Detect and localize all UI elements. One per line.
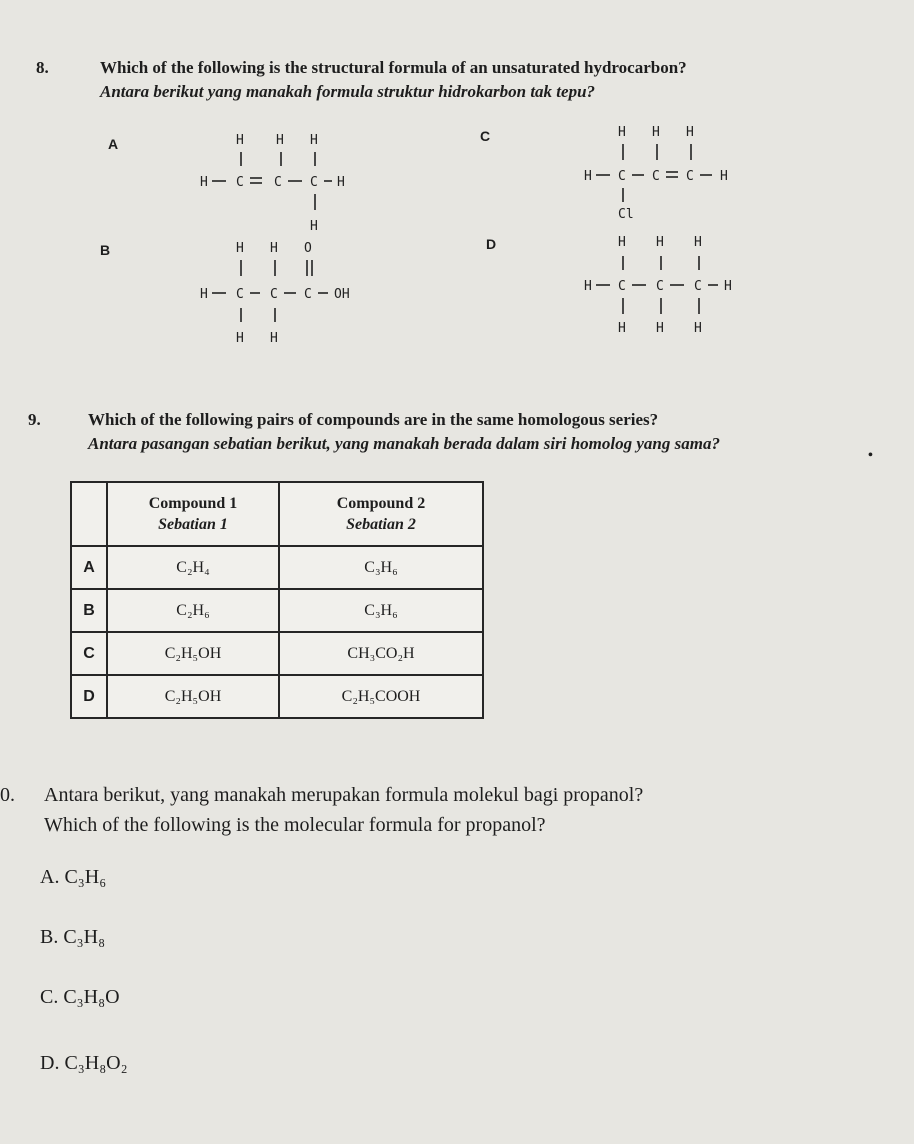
q8-option-d-label: D [486, 236, 497, 252]
header-2-en: Compound 2 [336, 495, 426, 512]
q9-compounds-table [70, 481, 484, 719]
svg-text:C: C [694, 279, 702, 294]
svg-text:H: H [724, 279, 732, 294]
q8-option-a-label: A [108, 136, 119, 152]
svg-text:H: H [618, 321, 626, 336]
answer-label: B. [40, 926, 59, 948]
table-header-blank [71, 482, 107, 546]
table-header-row [71, 482, 483, 546]
table-row [71, 589, 483, 632]
q10-answer-b[interactable] [40, 926, 105, 949]
header-2-my: Sebatian 2 [346, 516, 416, 533]
svg-text:H: H [686, 125, 694, 140]
svg-text:OH: OH [334, 287, 350, 302]
svg-text:H: H [656, 321, 664, 336]
svg-text:H: H [694, 321, 702, 336]
q8-question-my: Antara berikut yang manakah formula struktur hidrokarbon tak tepu? [100, 82, 596, 101]
svg-text:H: H [310, 133, 318, 148]
svg-text:H: H [720, 169, 728, 184]
svg-text:C: C [236, 287, 244, 302]
svg-text:C: C [304, 287, 312, 302]
q8-structure-d [560, 228, 750, 344]
header-1-my: Sebatian 1 [158, 516, 228, 533]
svg-text:H: H [270, 331, 278, 346]
svg-text:C: C [618, 279, 626, 294]
answer-formula: C₃H₆ [64, 866, 107, 888]
svg-text:H: H [236, 133, 244, 148]
compound-1-cell: C₂H₆ [107, 589, 279, 632]
svg-text:H: H [236, 331, 244, 346]
svg-text:C: C [656, 279, 664, 294]
answer-formula: C₃H₈ [63, 926, 106, 948]
row-label: A [71, 546, 107, 589]
svg-text:H: H [310, 219, 318, 234]
table-row [71, 632, 483, 675]
svg-text:H: H [236, 241, 244, 256]
q10-question-my: Antara berikut, yang manakah merupakan formula molekul bagi propanol? [44, 784, 644, 806]
compound-2-cell: CH₃CO₂H [279, 632, 483, 675]
answer-formula: C₃H₈O [63, 986, 120, 1008]
svg-text:C: C [274, 175, 282, 190]
q9-question-my: Antara pasangan sebatian berikut, yang manakah berada dalam siri homolog yang sama? [88, 434, 720, 453]
q10-answer-c[interactable] [40, 986, 120, 1009]
compound-2-cell: C₂H₅COOH [279, 675, 483, 718]
q8-number: 8. [36, 58, 49, 77]
svg-text:H: H [270, 241, 278, 256]
svg-text:C: C [310, 175, 318, 190]
row-label: D [71, 675, 107, 718]
row-label: C [71, 632, 107, 675]
q9-number: 9. [28, 410, 41, 429]
row-label: B [71, 589, 107, 632]
q10-answer-a[interactable] [40, 866, 106, 889]
answer-label: C. [40, 986, 59, 1008]
svg-text:Cl: Cl [618, 207, 634, 222]
svg-text:H: H [694, 235, 702, 250]
compound-1-cell: C₂H₅OH [107, 632, 279, 675]
answer-formula: C₃H₈O₂ [64, 1052, 128, 1074]
table-header-compound-1 [107, 482, 279, 546]
q10-number: 0. [0, 784, 15, 806]
svg-text:H: H [584, 169, 592, 184]
svg-text:H: H [584, 279, 592, 294]
answer-label: A. [40, 866, 60, 888]
svg-text:H: H [618, 235, 626, 250]
compound-2-cell: C₃H₆ [279, 589, 483, 632]
svg-text:H: H [200, 175, 208, 190]
table-row [71, 546, 483, 589]
compound-2-cell: C₃H₆ [279, 546, 483, 589]
svg-text:C: C [686, 169, 694, 184]
svg-text:H: H [276, 133, 284, 148]
svg-text:H: H [652, 125, 660, 140]
svg-text:H: H [656, 235, 664, 250]
q8-structure-b [198, 234, 388, 352]
table-row [71, 675, 483, 718]
header-1-en: Compound 1 [148, 495, 238, 512]
svg-text:H: H [200, 287, 208, 302]
q8-option-c-label: C [480, 128, 491, 144]
stray-mark: • [868, 448, 873, 463]
q10-answer-d[interactable] [40, 1052, 128, 1075]
q8-option-b-label: B [100, 242, 111, 258]
table-header-compound-2 [279, 482, 483, 546]
q8-question-en: Which of the following is the structural formula of an unsaturated hydrocarbon? [100, 58, 687, 77]
svg-text:H: H [618, 125, 626, 140]
answer-label: D. [40, 1052, 60, 1074]
svg-text:C: C [270, 287, 278, 302]
q9-question-en: Which of the following pairs of compounds are in the same homologous series? [88, 410, 659, 429]
compound-1-cell: C₂H₅OH [107, 675, 279, 718]
q10-question-en: Which of the following is the molecular formula for propanol? [44, 814, 546, 836]
compound-1-cell: C₂H₄ [107, 546, 279, 589]
q8-structure-c [560, 118, 750, 228]
svg-text:C: C [236, 175, 244, 190]
svg-text:C: C [652, 169, 660, 184]
svg-text:H: H [337, 175, 345, 190]
svg-text:O: O [304, 241, 312, 256]
q8-structure-a [198, 126, 378, 242]
svg-text:C: C [618, 169, 626, 184]
